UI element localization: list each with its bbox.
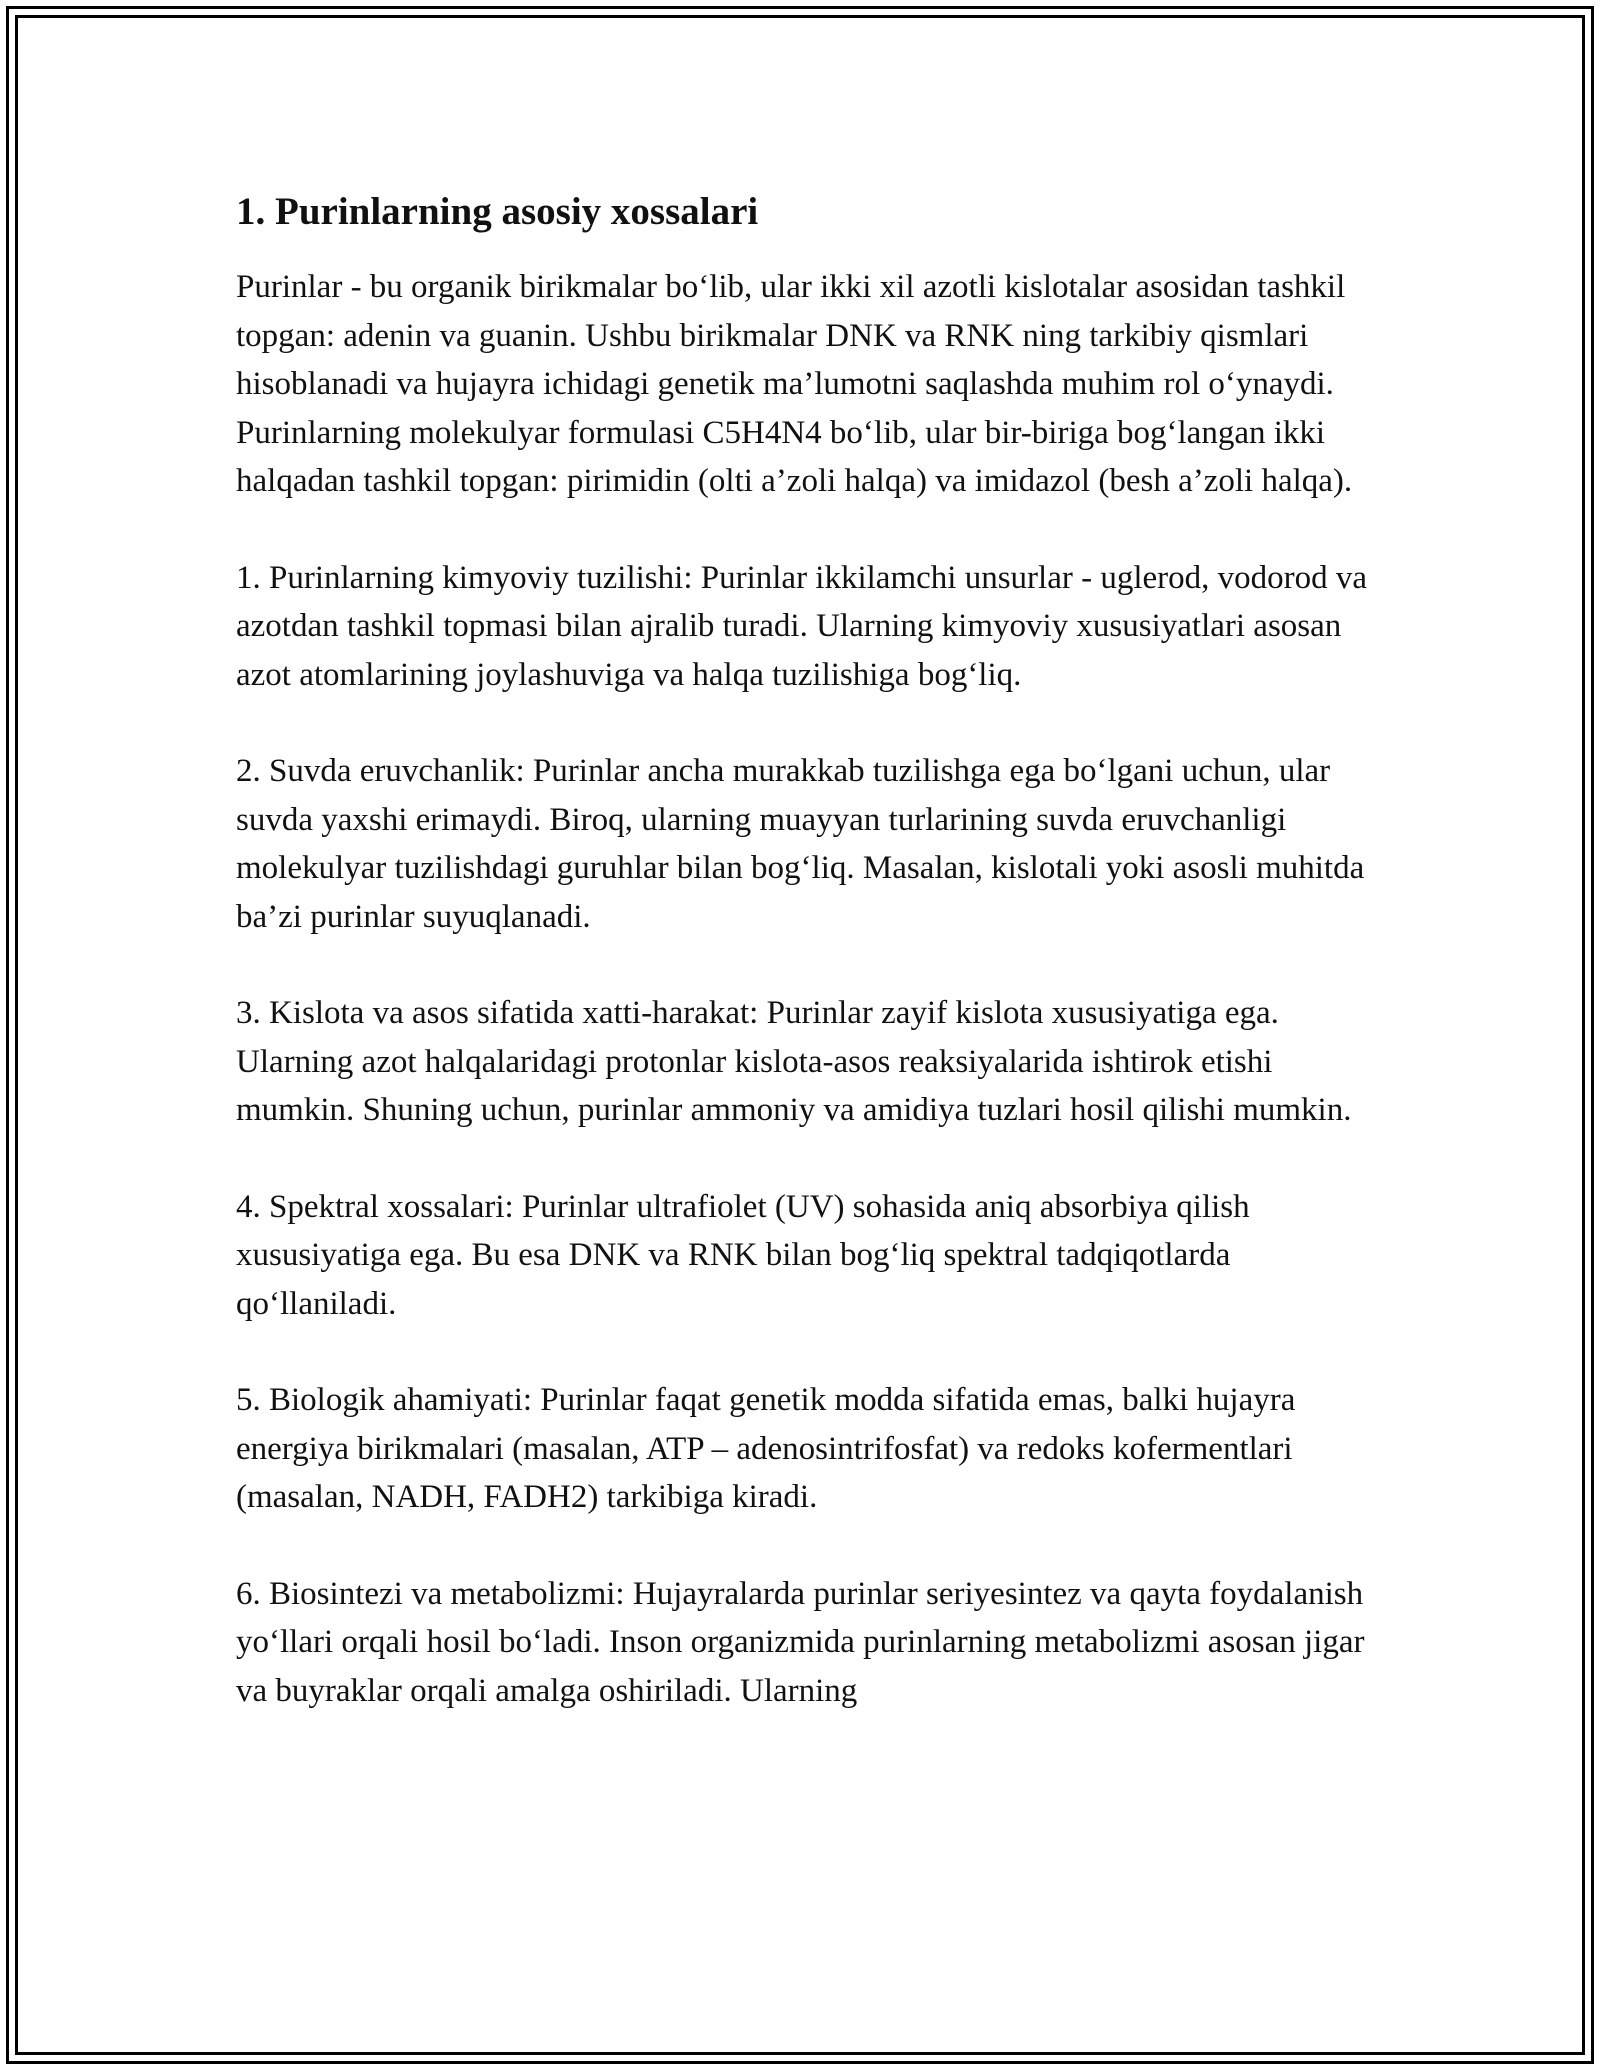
paragraph-biosynthesis-metabolism: 6. Biosintezi va metabolizmi: Hujayralarda purinlar seriyesintez va qayta foydalanish yo‘llari orqali hosil bo‘ladi. Inson organizmida purinlarning metabolizmi asosan jigar va buyraklar orqali amalga oshiriladi. Ularning	[236, 1575, 1365, 1709]
section-heading: 1. Purinlarning asosiy xossalari	[236, 190, 759, 233]
paragraph-biological-significance: 5. Biologik ahamiyati: Purinlar faqat genetik modda sifatida emas, balki hujayra energiya birikmalari (masalan, ATP – adenosintrifosfat) va redoks kofermentlari (masalan, NADH, FADH2) tarkibiga kiradi.	[236, 1382, 1296, 1515]
paragraph-water-solubility: 2. Suvda eruvchanlik: Purinlar ancha murakkab tuzilishga ega bo‘lgani uchun, ular suvda yaxshi erimaydi. Biroq, ularning muayyan turlarining suvda eruvchanligi molekulyar tuzilishdagi guruhlar bilan bog‘liq. Masalan, kislotali yoki asosli muhitda ba’zi purinlar suyuqlanadi.	[236, 753, 1365, 935]
intro-paragraph: Purinlar - bu organik birikmalar bo‘lib, ular ikki xil azotli kislotalar asosidan tashkil topgan: adenin va guanin. Ushbu birikmalar DNK va RNK ning tarkibiy qismlari hisoblanadi va hujayra ichidagi genetik ma’lumotni saqlashda muhim rol o‘ynaydi. Purinlarning molekulyar formulasi C5H4N4 bo‘lib, ular bir-biriga bog‘langan ikki halqadan tashkil topgan: pirimidin (olti a’zoli halqa) va imidazol (besh a’zoli halqa).	[236, 269, 1353, 499]
document-body	[236, 186, 1370, 1763]
paragraph-chemical-structure: 1. Purinlarning kimyoviy tuzilishi: Purinlar ikkilamchi unsurlar - uglerod, vodorod va azotdan tashkil topmasi bilan ajralib turadi. Ularning kimyoviy xususiyatlari asosan azot atomlarining joylashuviga va halqa tuzilishiga bog‘liq.	[236, 559, 1368, 693]
paragraph-spectral-properties: 4. Spektral xossalari: Purinlar ultrafiolet (UV) sohasida aniq absorbiya qilish xususiyatiga ega. Bu esa DNK va RNK bilan bog‘liq spektral tadqiqotlarda qo‘llaniladi.	[236, 1188, 1250, 1322]
paragraph-acid-base-behavior: 3. Kislota va asos sifatida xatti-harakat: Purinlar zayif kislota xususiyatiga ega. Ularning azot halqalaridagi protonlar kislota-asos reaksiyalarida ishtirok etishi mumkin. Shuning uchun, purinlar ammoniy va amidiya tuzlari hosil qilishi mumkin.	[236, 995, 1352, 1128]
